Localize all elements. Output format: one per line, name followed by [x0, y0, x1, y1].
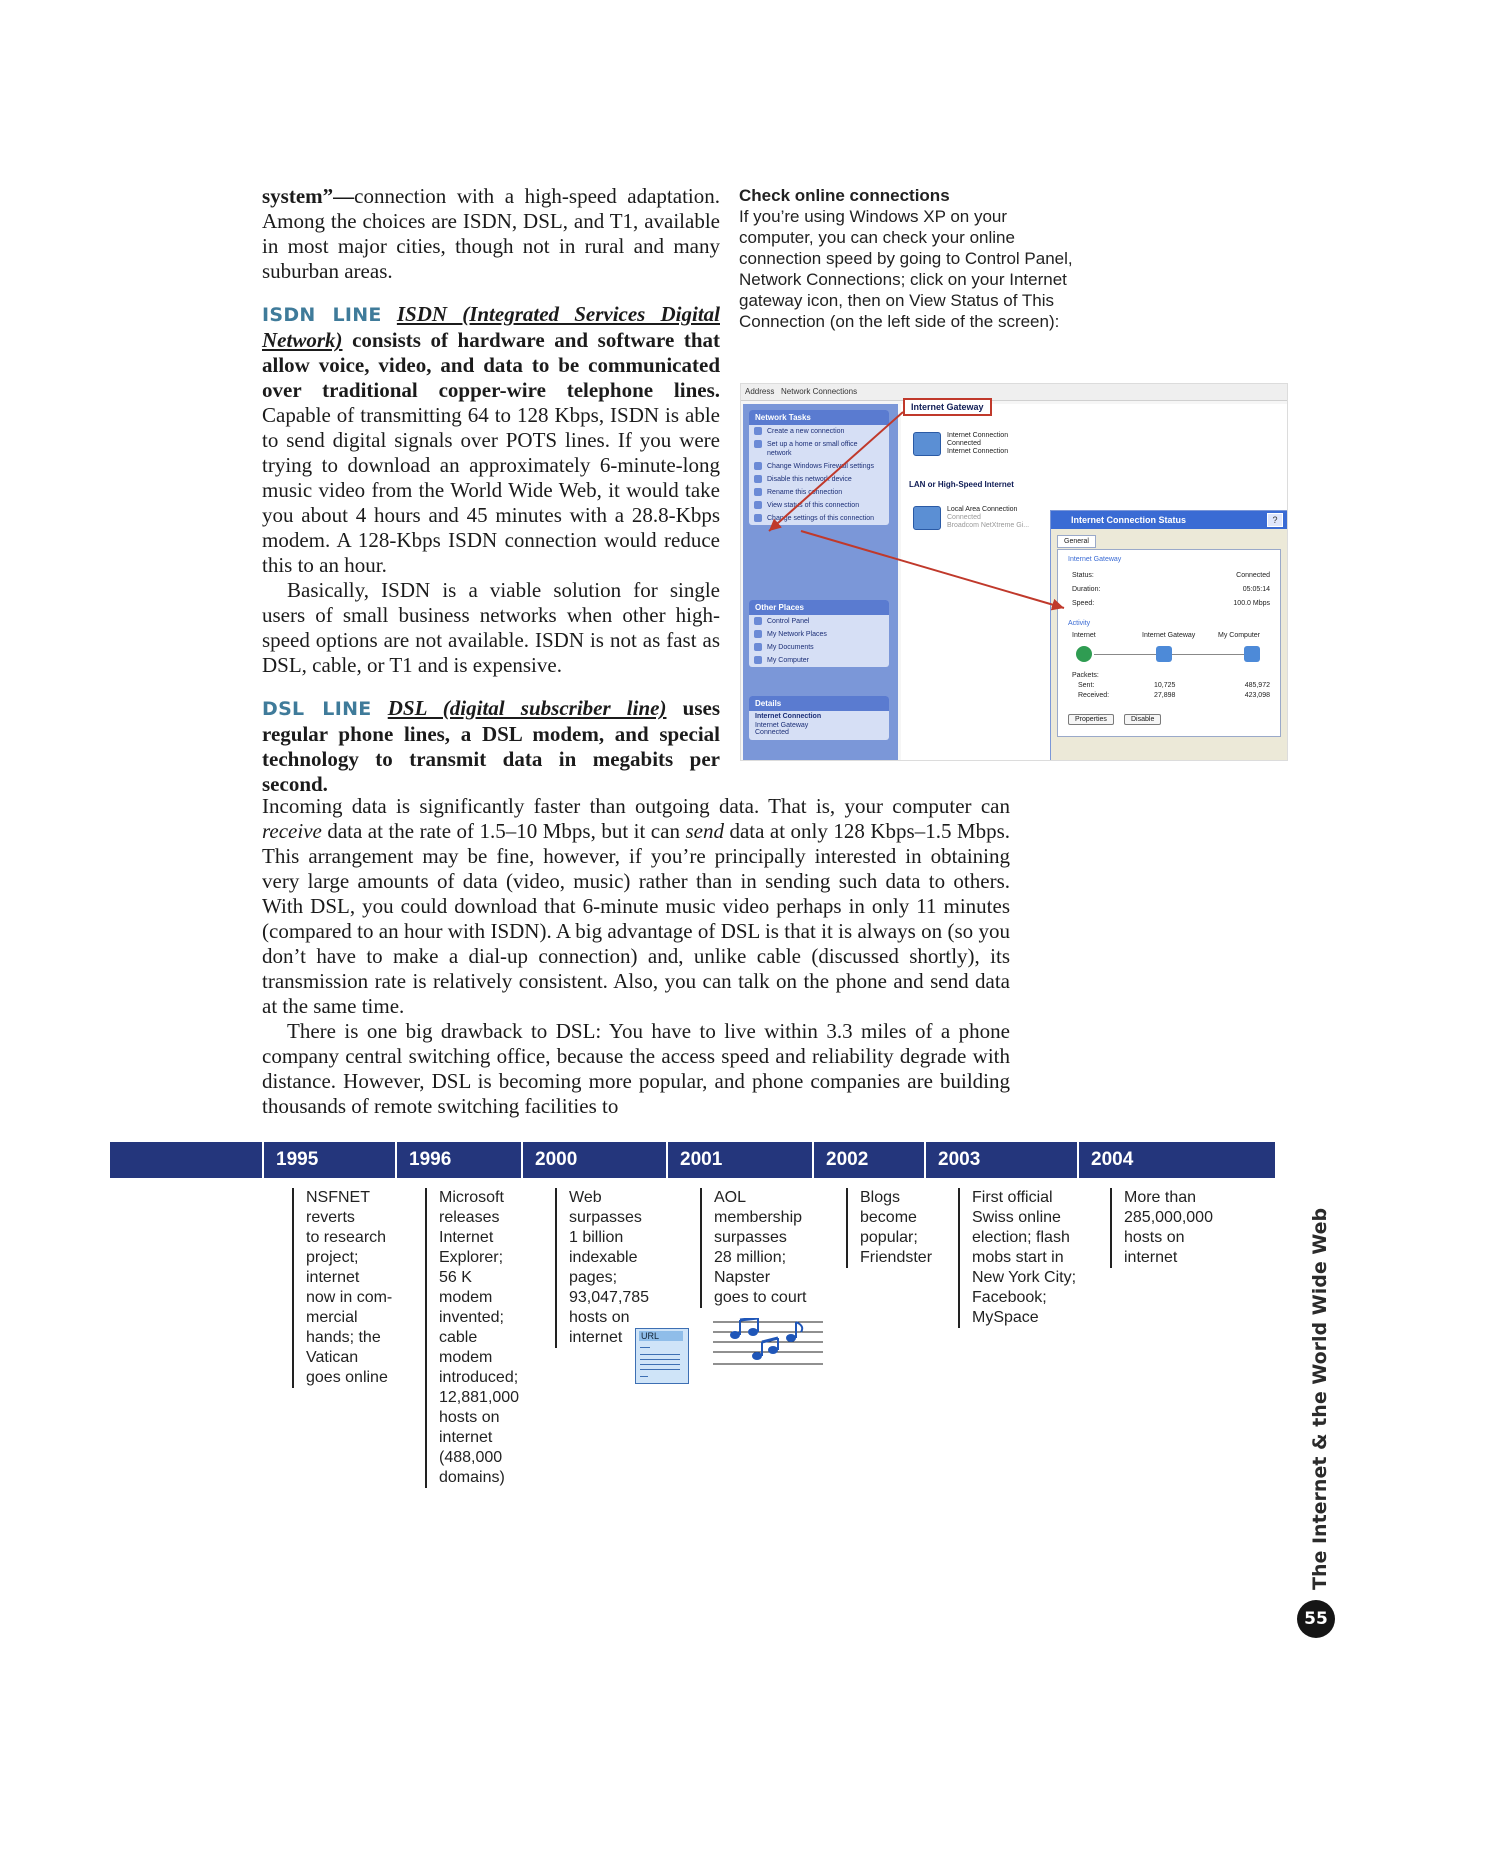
gateway-group-label: Internet Gateway	[1068, 556, 1122, 563]
speed-label: Speed:	[1072, 600, 1095, 607]
entry-line: goes to court	[714, 1289, 807, 1306]
isdn-term: ISDN (Integrated Services Digital Network)	[262, 302, 720, 352]
entry-line: (488,000	[439, 1449, 503, 1466]
entry-line: internet	[1124, 1249, 1178, 1266]
intro-text: connection with a high-speed adaptation. Among the choices are ISDN, DSL, and T1, available in most major cities, though not in rural and many suburban areas.	[262, 184, 720, 283]
place-item[interactable]: Control Panel	[749, 615, 889, 628]
entry-line: mercial	[306, 1309, 358, 1326]
entry-line: MySpace	[972, 1309, 1039, 1326]
entry-line: Internet	[439, 1229, 494, 1246]
sidebar-title: Check online connections	[739, 186, 950, 205]
properties-button[interactable]: Properties	[1068, 714, 1114, 725]
speed-value: 100.0 Mbps	[1233, 600, 1270, 607]
packets-label: Packets:	[1072, 672, 1099, 679]
entry-line: hosts on	[1124, 1229, 1185, 1246]
details-type: Internet Gateway	[755, 722, 809, 729]
lan-item-adapter: Broadcom NetXtreme Gi...	[947, 522, 1030, 529]
entry-line: surpasses	[569, 1209, 642, 1226]
entry-line: reverts	[306, 1209, 355, 1226]
duration-value: 05:05:14	[1242, 586, 1270, 593]
received-computer: 423,098	[1244, 692, 1270, 699]
lan-item-name: Local Area Connection	[947, 506, 1018, 513]
sidebar-text: If you’re using Windows XP on your computer, you can check your online connection speed by going to Control Panel, Network Connections; click on your Internet gateway icon, then on View Status of This Connection (on the left side of the screen):	[739, 207, 1073, 331]
entry-line: domains)	[439, 1469, 505, 1486]
other-places-heading: Other Places	[749, 600, 889, 615]
page-number: 55	[1297, 1600, 1335, 1638]
sent-computer: 485,972	[1244, 682, 1270, 689]
chapter-title: The Internet & the World Wide Web	[1309, 1207, 1331, 1590]
gateway-item-name: Internet Connection	[947, 432, 1009, 439]
entry-line: internet	[306, 1269, 360, 1286]
doc-line	[640, 1376, 648, 1377]
timeline-entry-2003	[958, 1188, 1076, 1328]
entry-line: 285,000,000	[1124, 1209, 1213, 1226]
url-label: URL	[639, 1331, 683, 1341]
sent-gateway: 10,725	[1154, 682, 1176, 689]
network-connections-screenshot	[740, 383, 1288, 761]
received-gateway: 27,898	[1154, 692, 1176, 699]
entry-line: hosts on	[439, 1409, 500, 1426]
entry-line: 28 million;	[714, 1249, 787, 1266]
dsl-continued	[262, 794, 1010, 1019]
dsl-text-b: data at the rate of 1.5–10 Mbps, but it can	[327, 819, 680, 843]
entry-line: goes online	[306, 1369, 388, 1386]
duration-label: Duration:	[1072, 586, 1101, 593]
full-width-column	[262, 794, 1010, 1119]
activity-computer: My Computer	[1218, 632, 1261, 639]
entry-line: Vatican	[306, 1349, 359, 1366]
place-item[interactable]: My Documents	[749, 641, 889, 654]
lan-item-status: Connected	[947, 514, 981, 521]
task-item-view-status[interactable]: View status of this connection	[749, 499, 889, 512]
entry-line: become	[860, 1209, 917, 1226]
entry-line: 12,881,000	[439, 1389, 520, 1406]
entry-line: modem	[439, 1349, 493, 1366]
entry-line: modem	[439, 1289, 493, 1306]
status-value: Connected	[1236, 572, 1270, 579]
timeline-entry-1995	[292, 1188, 392, 1388]
dsl-term: DSL (digital subscriber line)	[387, 696, 667, 720]
entry-line: First official	[972, 1189, 1053, 1206]
doc-line	[640, 1347, 650, 1348]
entry-line: internet	[439, 1429, 493, 1446]
sidebar-tip	[739, 185, 1079, 332]
entry-line: Napster	[714, 1269, 771, 1286]
sent-label: Sent:	[1078, 682, 1095, 689]
timeline-entry-1996	[425, 1188, 519, 1488]
received-label: Received:	[1078, 692, 1110, 699]
entry-line: Web	[569, 1189, 602, 1206]
place-item[interactable]: My Computer	[749, 654, 889, 667]
left-column	[262, 184, 720, 797]
activity-gateway: Internet Gateway	[1142, 632, 1196, 639]
isdn-paragraph-2: Basically, ISDN is a viable solution for single users of small business networks when other high-speed options are not available. ISDN is not as fast as DSL, cable, or T1 and is expensive.	[262, 578, 720, 677]
intro-bold: system”—	[262, 184, 355, 208]
tab-general[interactable]: General	[1057, 535, 1096, 548]
receive-italic: receive	[262, 819, 322, 843]
entry-line: pages;	[569, 1269, 618, 1286]
address-value: Network Connections	[781, 387, 858, 396]
task-item[interactable]: Set up a home or small office network	[749, 438, 889, 460]
dsl-paragraph	[262, 696, 720, 797]
entry-line: 1 billion	[569, 1229, 624, 1246]
details-heading: Details	[749, 696, 889, 711]
activity-internet: Internet	[1072, 632, 1096, 639]
task-item[interactable]: Create a new connection	[749, 425, 889, 438]
year-2004: 2004	[1077, 1142, 1275, 1178]
timeline-entry-2002	[846, 1188, 932, 1268]
drawback-paragraph: There is one big drawback to DSL: You have to live within 3.3 miles of a phone company central switching office, because the access speed and reliability degrade with distance. However, DSL is becoming more popular, and phone companies are building thousands of remote switching facilities to	[262, 1019, 1010, 1118]
dsl-heading: DSL LINE	[262, 698, 372, 720]
timeline-entry-2000	[555, 1188, 649, 1348]
callout-arrows	[741, 384, 1287, 760]
year-2000: 2000	[521, 1142, 666, 1178]
entry-line: AOL	[714, 1189, 747, 1206]
entry-line: mobs start in	[972, 1249, 1064, 1266]
task-item[interactable]: Rename this connection	[749, 486, 889, 499]
entry-line: indexable	[569, 1249, 638, 1266]
isdn-text: Capable of transmitting 64 to 128 Kbps, ISDN is able to send digital signals over POTS lines. If you were trying to download an approximately 6-minute-long music video from the World Wide Web, it would take you about 4 hours and 45 minutes with a 28.8-Kbps modem. A 128-Kbps ISDN connection would reduce this to an hour.	[262, 403, 720, 577]
doc-line	[640, 1354, 680, 1355]
arrow-to-speed	[801, 531, 1064, 608]
gateway-item-type: Internet Connection	[947, 448, 1009, 455]
entry-line: NSFNET	[306, 1189, 370, 1206]
address-label: Address	[745, 387, 775, 396]
entry-line: Friendster	[860, 1249, 933, 1266]
entry-line: cable	[439, 1329, 478, 1346]
entry-line: membership	[714, 1209, 803, 1226]
dsl-definition: uses regular phone lines, a DSL modem, and special technology to transmit data in megabits per second.	[262, 696, 721, 796]
entry-line: internet	[569, 1329, 623, 1346]
dsl-text-a: Incoming data is significantly faster than outgoing data. That is, your computer can	[262, 794, 1010, 818]
entry-line: Swiss online	[972, 1209, 1061, 1226]
network-tasks-heading: Network Tasks	[749, 410, 889, 425]
entry-line: hosts on	[569, 1309, 630, 1326]
entry-line: Explorer;	[439, 1249, 504, 1266]
isdn-definition: consists of hardware and software that allow voice, video, and data to be communicated over traditional copper-wire telephone lines.	[262, 328, 720, 402]
chapter-title-container	[1305, 1207, 1335, 1590]
entry-line: election; flash	[972, 1229, 1070, 1246]
timeline-entry-2004	[1110, 1188, 1213, 1268]
arrow-to-view-status	[769, 412, 903, 531]
doc-line	[640, 1364, 680, 1365]
send-italic: send	[685, 819, 724, 843]
internet-gateway-callout: Internet Gateway	[903, 398, 992, 416]
entry-line: releases	[439, 1209, 500, 1226]
entry-line: surpasses	[714, 1229, 787, 1246]
entry-line: invented;	[439, 1309, 504, 1326]
entry-line: hands; the	[306, 1329, 381, 1346]
year-2003: 2003	[924, 1142, 1077, 1178]
dsl-text-c: data at only 128 Kbps–1.5 Mbps. This arrangement may be fine, however, if you’re principally interested in obtaining very large amounts of data (video, music) rather than in sending such data to others. With DSL, you could download that 6-minute music video perhaps in only 11 minutes (compared to an hour with ISDN). A big advantage of DSL is that it is always on (so you don’t have to make a dial-up connection) and, unlike cable (discussed shortly), its transmission rate is relatively consistent. Also, you can talk on the phone and send data at the same time.	[262, 819, 1011, 1018]
entry-line: More than	[1124, 1189, 1197, 1206]
entry-line: now in com-	[306, 1289, 393, 1306]
entry-line: popular;	[860, 1229, 918, 1246]
web-page-icon	[635, 1328, 689, 1384]
entry-line: 56 K	[439, 1269, 472, 1286]
entry-line: to research	[306, 1229, 387, 1246]
activity-group-label: Activity	[1068, 620, 1091, 627]
entry-line: introduced;	[439, 1369, 519, 1386]
details-status: Connected	[755, 729, 789, 736]
entry-line: New York City;	[972, 1269, 1077, 1286]
status-label: Status:	[1072, 572, 1094, 579]
entry-line: project;	[306, 1249, 359, 1266]
year-1996: 1996	[395, 1142, 521, 1178]
gateway-item-status: Connected	[947, 440, 981, 447]
isdn-heading: ISDN LINE	[262, 304, 382, 326]
place-item[interactable]: My Network Places	[749, 628, 889, 641]
entry-line: Blogs	[860, 1189, 901, 1206]
doc-line	[640, 1359, 680, 1360]
doc-line	[640, 1369, 680, 1370]
entry-line: Facebook;	[972, 1289, 1047, 1306]
task-item[interactable]: Change Windows Firewall settings	[749, 460, 889, 473]
status-dialog-title: Internet Connection Status	[1051, 511, 1287, 529]
task-item[interactable]: Change settings of this connection	[749, 512, 889, 525]
year-1995: 1995	[262, 1142, 395, 1178]
year-2001: 2001	[666, 1142, 812, 1178]
help-button[interactable]: ?	[1267, 513, 1283, 527]
intro-paragraph	[262, 184, 720, 284]
timeline-entry-2001	[700, 1188, 807, 1308]
isdn-paragraph	[262, 302, 720, 578]
year-2002: 2002	[812, 1142, 924, 1178]
lan-section-heading: LAN or High-Speed Internet	[909, 480, 1014, 489]
entry-line: 93,047,785	[569, 1289, 650, 1306]
entry-line: Microsoft	[439, 1189, 504, 1206]
disable-button[interactable]: Disable	[1124, 714, 1161, 725]
details-name: Internet Connection	[755, 713, 822, 720]
music-notes-icon	[713, 1318, 823, 1370]
task-item[interactable]: Disable this network device	[749, 473, 889, 486]
